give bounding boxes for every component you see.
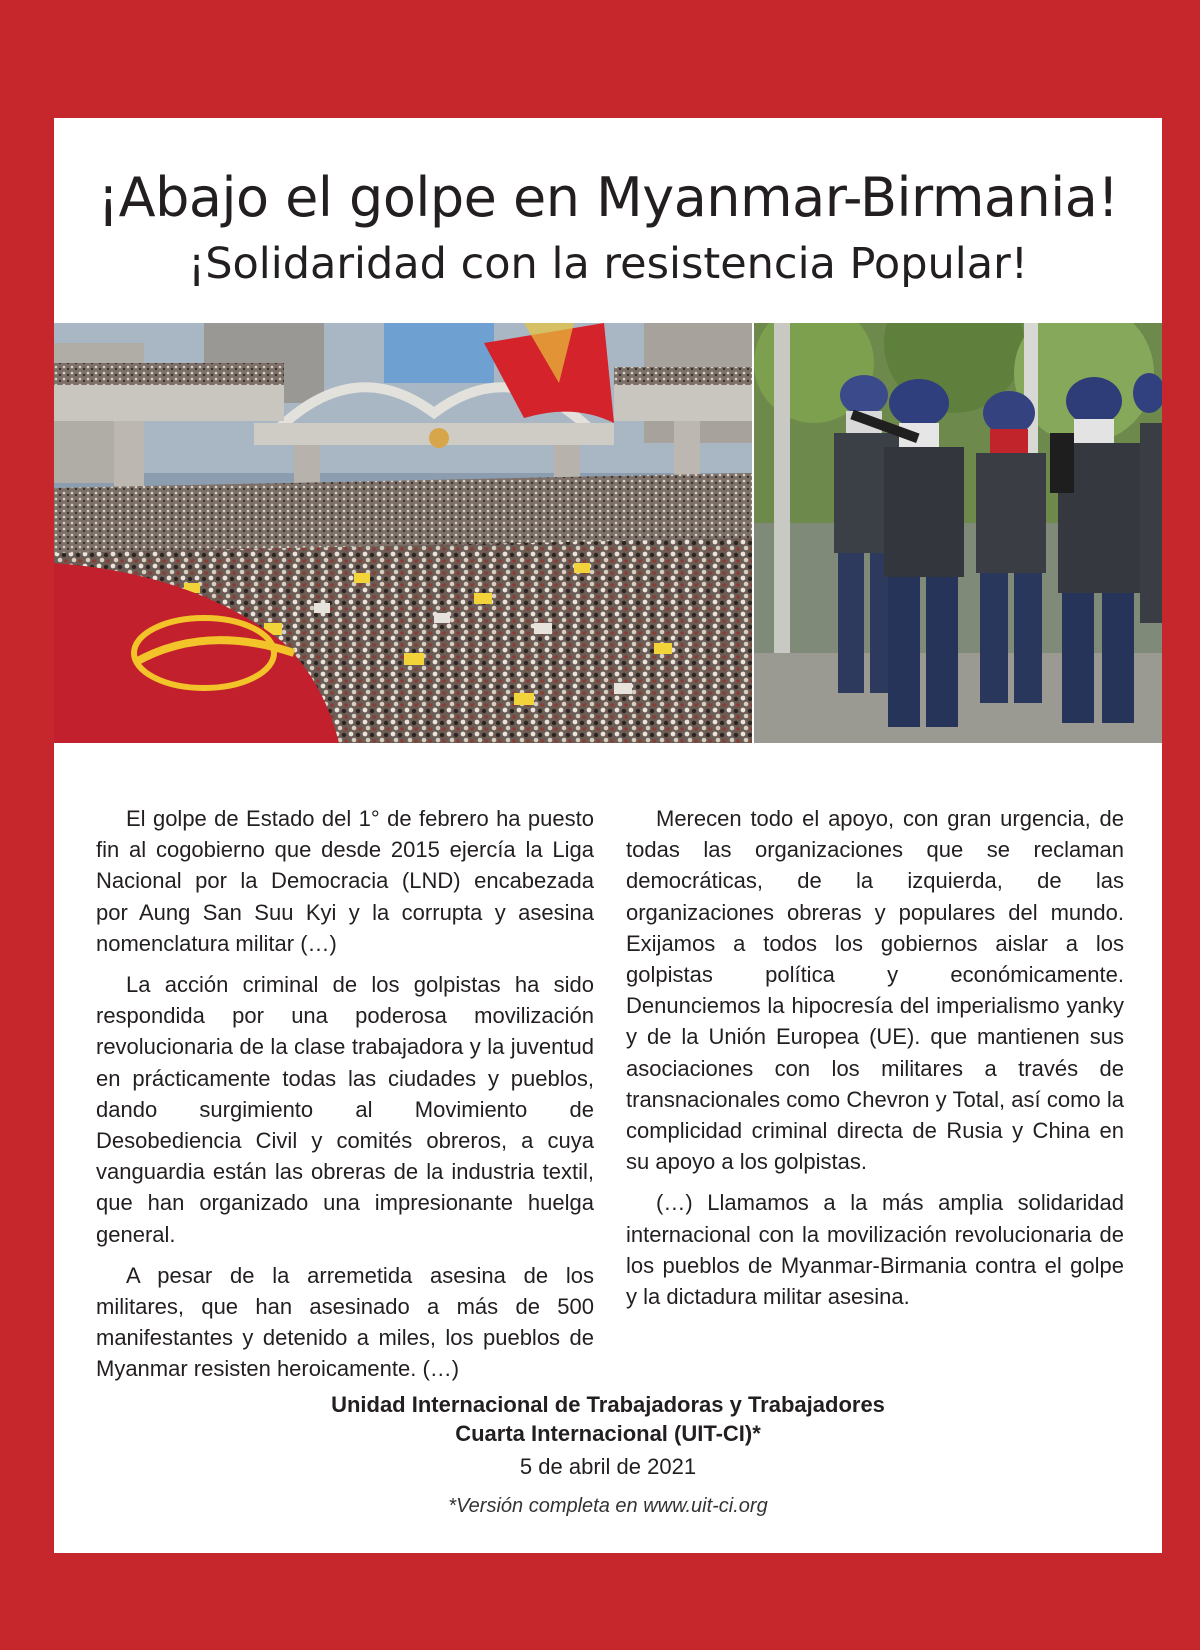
poster-title: ¡Abajo el golpe en Myanmar-Birmania! (97, 166, 1119, 229)
poster-panel (54, 118, 1162, 1553)
body-paragraph: La acción criminal de los golpistas ha sido respondida por una poderosa movilización revolucionaria de la clase trabajadora y la juventud en prácticamente todas las ciudades y pueblos, dando surgimiento al Movimiento de Desobediencia Civil y comités obreros, a cuya vanguardia están las obreras de la industria textil, que han organizado una impresionante huelga general. (96, 972, 594, 1247)
body-paragraph: (…) Llamamos a la más amplia solidaridad internacional con la movilización revolucionaria de los pueblos de Myanmar-Birmania contra el golpe y la dictadura militar asesina. (626, 1190, 1124, 1310)
left-column (96, 803, 594, 1395)
riot-police-photo (754, 323, 1162, 743)
footnote-link-text: *Versión completa en www.uit-ci.org (448, 1495, 768, 1517)
signature-block (54, 1390, 1162, 1520)
body-paragraph: El golpe de Estado del 1° de febrero ha puesto fin al cogobierno que desde 2015 ejercía la Liga Nacional por la Democracia (LND) encabezada por Aung San Suu Kyi y la corrupta y asesina nomenclatura militar (…) (96, 806, 594, 956)
organization-name: Unidad Internacional de Trabajadoras y Trabajadores (331, 1392, 885, 1417)
riot-police-illustration (754, 323, 1162, 743)
organization-name-line2: Cuarta Internacional (UIT-CI)* (455, 1421, 761, 1446)
signature-date: 5 de abril de 2021 (519, 1454, 697, 1479)
body-paragraph: Merecen todo el apoyo, con gran urgencia, de todas las organizaciones que se reclaman democráticas, de la izquierda, de las organizaciones obreras y populares del mundo. Exijamos a todos los gobiernos aislar a los golpistas política y económicamente. Denunciemos la hipocresía del imperialismo yanky y de la Unión Europea (UE). que mantienen sus asociaciones con los militares a través de transnacionales como Chevron y Total, así como la complicidad criminal directa de Rusia y China en su apoyo a los golpistas. (626, 806, 1124, 1175)
poster-subtitle: ¡Solidaridad con la resistencia Popular! (187, 239, 1029, 289)
photo-strip (54, 323, 1162, 743)
protest-crowd-photo (54, 323, 752, 743)
right-column (626, 803, 1124, 1322)
protest-crowd-illustration (54, 323, 752, 743)
body-paragraph: A pesar de la arremetida asesina de los militares, que han asesinado a más de 500 manifestantes y detenido a miles, los pueblos de Myanmar resisten heroicamente. (…) (96, 1262, 594, 1382)
